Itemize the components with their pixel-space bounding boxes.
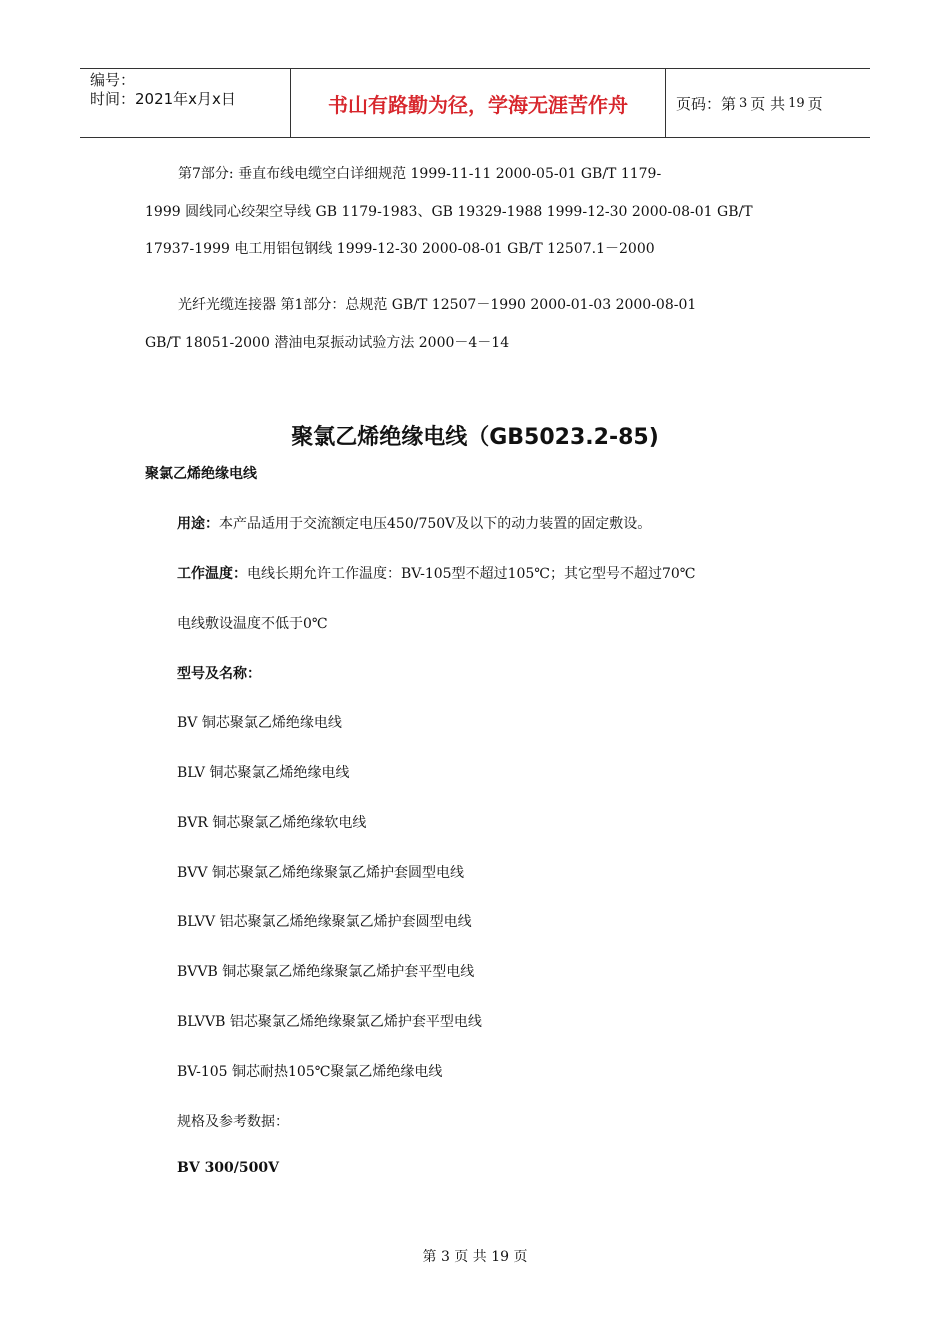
section-subtitle: 聚氯乙烯绝缘电线 — [145, 466, 257, 482]
model-item: BVV 铜芯聚氯乙烯绝缘聚氯乙烯护套圆型电线 — [177, 865, 464, 881]
temperature-label: 工作温度： — [177, 566, 247, 582]
model-item: BLV 铜芯聚氯乙烯绝缘电线 — [177, 765, 350, 781]
temperature-text: 电线长期允许工作温度：BV-105型不超过105℃；其它型号不超过70℃ — [247, 566, 696, 582]
temperature-paragraph — [177, 563, 695, 583]
header-meta — [80, 69, 291, 137]
page-number: 3 — [739, 95, 748, 111]
usage-label: 用途： — [177, 516, 219, 532]
model-item: BVR 铜芯聚氯乙烯绝缘软电线 — [177, 815, 367, 831]
page-mid: 页 共 — [750, 94, 786, 113]
page-prefix: 页码：第 — [676, 94, 737, 113]
usage-text: 本产品适用于交流额定电压450/750V及以下的动力装置的固定敷设。 — [219, 516, 652, 532]
page-header — [80, 68, 870, 138]
document-title: 聚氯乙烯绝缘电线（GB5023.2-85) — [291, 425, 659, 450]
intro-line: GB/T 18051-2000 潜油电泵振动试验方法 2000－4－14 — [145, 335, 510, 351]
model-item: BV-105 铜芯耐热105℃聚氯乙烯绝缘电线 — [177, 1064, 443, 1080]
intro-line: 第7部分: 垂直布线电缆空白详细规范 1999-11-11 2000-05-01 GB/T 1179- — [178, 166, 662, 182]
page-suffix: 页 — [807, 94, 823, 113]
spec-subheading: BV 300/500V — [177, 1160, 279, 1176]
page-total: 19 — [788, 95, 805, 111]
lay-temperature: 电线敷设温度不低于0℃ — [177, 616, 328, 632]
intro-line: 光纤光缆连接器 第1部分：总规范 GB/T 12507－1990 2000-01-03 2000-08-01 — [178, 297, 697, 313]
model-item: BLVV 铝芯聚氯乙烯绝缘聚氯乙烯护套圆型电线 — [177, 914, 472, 930]
time-label: 时间：2021年x月x日 — [90, 90, 236, 108]
intro-line: 1999 圆线同心绞架空导线 GB 1179-1983、GB 19329-1988 1999-12-30 2000-08-01 GB/T — [145, 204, 753, 220]
model-item: BVVB 铜芯聚氯乙烯绝缘聚氯乙烯护套平型电线 — [177, 964, 475, 980]
header-motto: 书山有路勤为径，学海无涯苦作舟 — [291, 69, 666, 137]
model-item: BV 铜芯聚氯乙烯绝缘电线 — [177, 715, 342, 731]
header-page-info — [666, 69, 870, 137]
spec-heading: 规格及参考数据： — [177, 1114, 289, 1130]
models-heading: 型号及名称： — [177, 666, 261, 682]
page-footer: 第 3 页 共 19 页 — [422, 1249, 528, 1265]
model-item: BLVVB 铝芯聚氯乙烯绝缘聚氯乙烯护套平型电线 — [177, 1014, 482, 1030]
usage-paragraph — [177, 513, 651, 533]
intro-line: 17937-1999 电工用铝包钢线 1999-12-30 2000-08-01 GB/T 12507.1－2000 — [145, 241, 655, 257]
serial-label: 编号： — [90, 71, 136, 89]
